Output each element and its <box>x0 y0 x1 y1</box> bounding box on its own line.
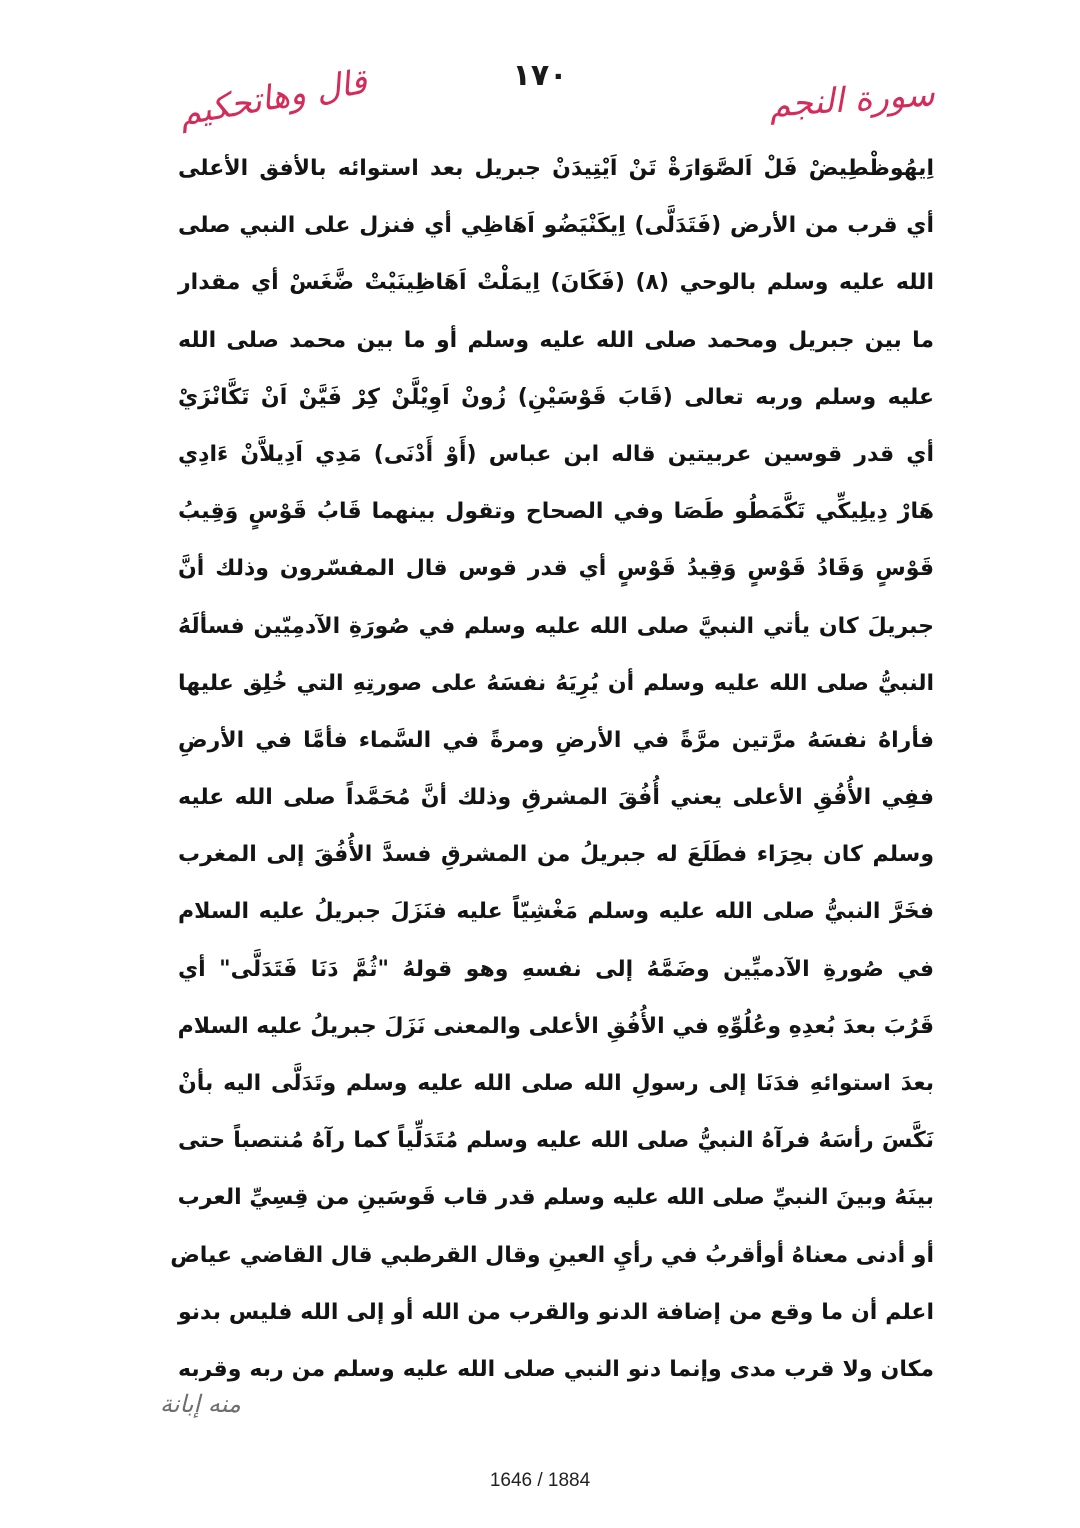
text-line: مكان ولا قرب مدى وإنما دنو النبي صلى الله عليه وسلم من ربه وقربه <box>178 1356 934 1382</box>
text-line: نَكَّسَ رأسَهُ فرآهُ النبيُّ صلى الله عليه وسلم مُتَدَلِّياً كما رآهُ مُنتصباً حتى <box>178 1128 934 1154</box>
text-line: بينَهُ وبينَ النبيِّ صلى الله عليه وسلم قدر قاب قَوسَينِ من قِسِيِّ العرب <box>177 1185 934 1211</box>
text-line: قَوْسٍ وَقَادُ قَوْسٍ وَقِيدُ قَوْسٍ أي قدر قوس قال المفسّرون وذلك أنَّ <box>178 556 934 582</box>
text-line: هَارْ دِيلِيكِّي تَكَّمَطُو طَصَا وفي الصحاح وتقول بينهما قَابُ قَوْسٍ وَقِيبُ <box>178 499 934 525</box>
commentary-text-block <box>170 140 934 1398</box>
page-number: ١٧٠ <box>512 58 568 93</box>
text-line: أي قدر قوسين عربيتين قاله ابن عباس (أَوْ أَدْنَى) مَدِي اَدِيلاَّنْ ءَادِي <box>178 441 934 467</box>
text-line: ففِي الأُفُقِ الأعلى يعني أُفُقَ المشرقِ وذلك أنَّ مُحَمَّداً صلى الله عليه <box>178 785 934 811</box>
text-line: فخَرَّ النبيُّ صلى الله عليه وسلم مَغْشِيّاً عليه فنَزَلَ جبريلُ عليه السلام <box>178 899 934 925</box>
text-line: أي قرب من الأرض (فَتَدَلَّى) اِيكَنْيَضُو اَهَاظِي أي فنزل على النبي صلى <box>178 213 934 239</box>
text-line: في صُورةِ الآدميِّين وضَمَّهُ إلى نفسهِ وهو قولهُ "ثُمَّ دَنَا فَتَدَلَّى" أي <box>178 956 934 982</box>
text-line: اعلم أن ما وقع من إضافة الدنو والقرب من الله أو إلى الله فليس بدنو <box>178 1299 934 1325</box>
text-line: وسلم كان بحِرَاء فطَلَعَ له جبريلُ من المشرقِ فسدَّ الأُفُقَ إلى المغرب <box>178 842 934 868</box>
text-line: اِيهُوظْطِيضْ فَلْ اَلصَّوَارَةْ تَنْ اَيْتِيدَنْ جبريل بعد استوائه بالأفق الأعلى <box>178 156 934 181</box>
text-line: قَرُبَ بعدَ بُعدِهِ وعُلُوِّهِ في الأُفُقِ الأعلى والمعنى نَزَلَ جبريلُ عليه السلام <box>177 1013 934 1039</box>
text-line: بعدَ استوائهِ فدَنَا إلى رسولِ الله صلى الله عليه وسلم وتَدَلَّى اليه بأنْ <box>178 1071 934 1096</box>
handwritten-surah-title: سورة النجم <box>768 74 937 126</box>
handwritten-margin-note: قال وهاتحكيم <box>175 61 370 135</box>
handwritten-bottom-note: منه إبانة <box>160 1390 241 1418</box>
text-line: أو أدنى معناهُ أوأقربُ في رأيِ العينِ وقال القرطبي قال القاضي عياض <box>170 1242 934 1268</box>
text-line: النبيُّ صلى الله عليه وسلم أن يُرِيَهُ نفسَهُ على صورتِهِ التي خُلِق عليها <box>178 670 934 696</box>
page-counter: 1646 / 1884 <box>489 1470 591 1491</box>
text-line: عليه وسلم وربه تعالى (قَابَ قَوْسَيْنِ) زُونْ اَوِيْلَّنْ كِرْ فَيَّنْ اَنْ تَكَّانْزَيْ <box>178 384 934 410</box>
text-line: جبريلَ كان يأتي النبيَّ صلى الله عليه وسلم في صُورَةِ الآدمِيّين فسألَهُ <box>178 613 934 639</box>
text-line: ما بين جبريل ومحمد صلى الله عليه وسلم أو ما بين محمد صلى الله <box>178 327 934 353</box>
text-line: فأراهُ نفسَهُ مرَّتين مرَّةً في الأرضِ ومرةً في السَّماء فأمَّا في الأرضِ <box>178 727 934 753</box>
text-line: الله عليه وسلم بالوحي (٨) (فَكَانَ) اِيمَلْتْ اَهَاظِينَيْتْ ضَّغَسْ أي مقدار <box>178 270 934 296</box>
